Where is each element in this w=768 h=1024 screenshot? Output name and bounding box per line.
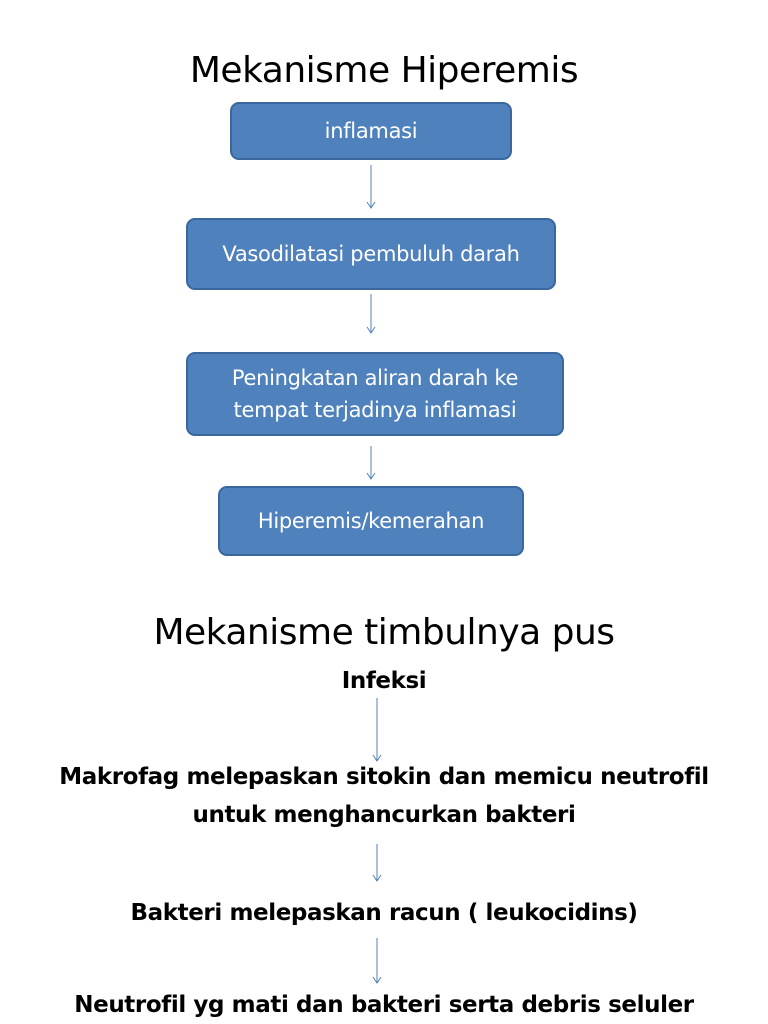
flow-arrow-down-2: [364, 292, 378, 336]
pus-arrow-down-3: [370, 936, 384, 986]
pus-step-makrofag: Makrofag melepaskan sitokin dan memicu neutrofil untuk menghancurkan bakteri: [59, 764, 709, 828]
pus-arrow-down-1: [370, 696, 384, 764]
pus-arrow-down-2: [370, 842, 384, 884]
flow-box-peningkatan-aliran: Peningkatan aliran darah ke tempat terjadinya inflamasi: [186, 352, 564, 436]
flow-box-inflamasi: inflamasi: [230, 102, 512, 160]
hiperemis-title: Mekanisme Hiperemis: [189, 50, 579, 91]
pus-step-infeksi: Infeksi: [341, 668, 427, 694]
pus-step-neutrofil-mati: Neutrofil yg mati dan bakteri serta debris seluler: [74, 992, 694, 1018]
flow-box-vasodilatasi: Vasodilatasi pembuluh darah: [186, 218, 556, 290]
flow-arrow-down-1: [364, 163, 378, 211]
flow-box-hiperemis-kemerahan: Hiperemis/kemerahan: [218, 486, 524, 556]
pus-step-bakteri-racun: Bakteri melepaskan racun ( leukocidins): [130, 900, 638, 926]
flow-arrow-down-3: [364, 444, 378, 482]
pus-title: Mekanisme timbulnya pus: [153, 612, 615, 653]
